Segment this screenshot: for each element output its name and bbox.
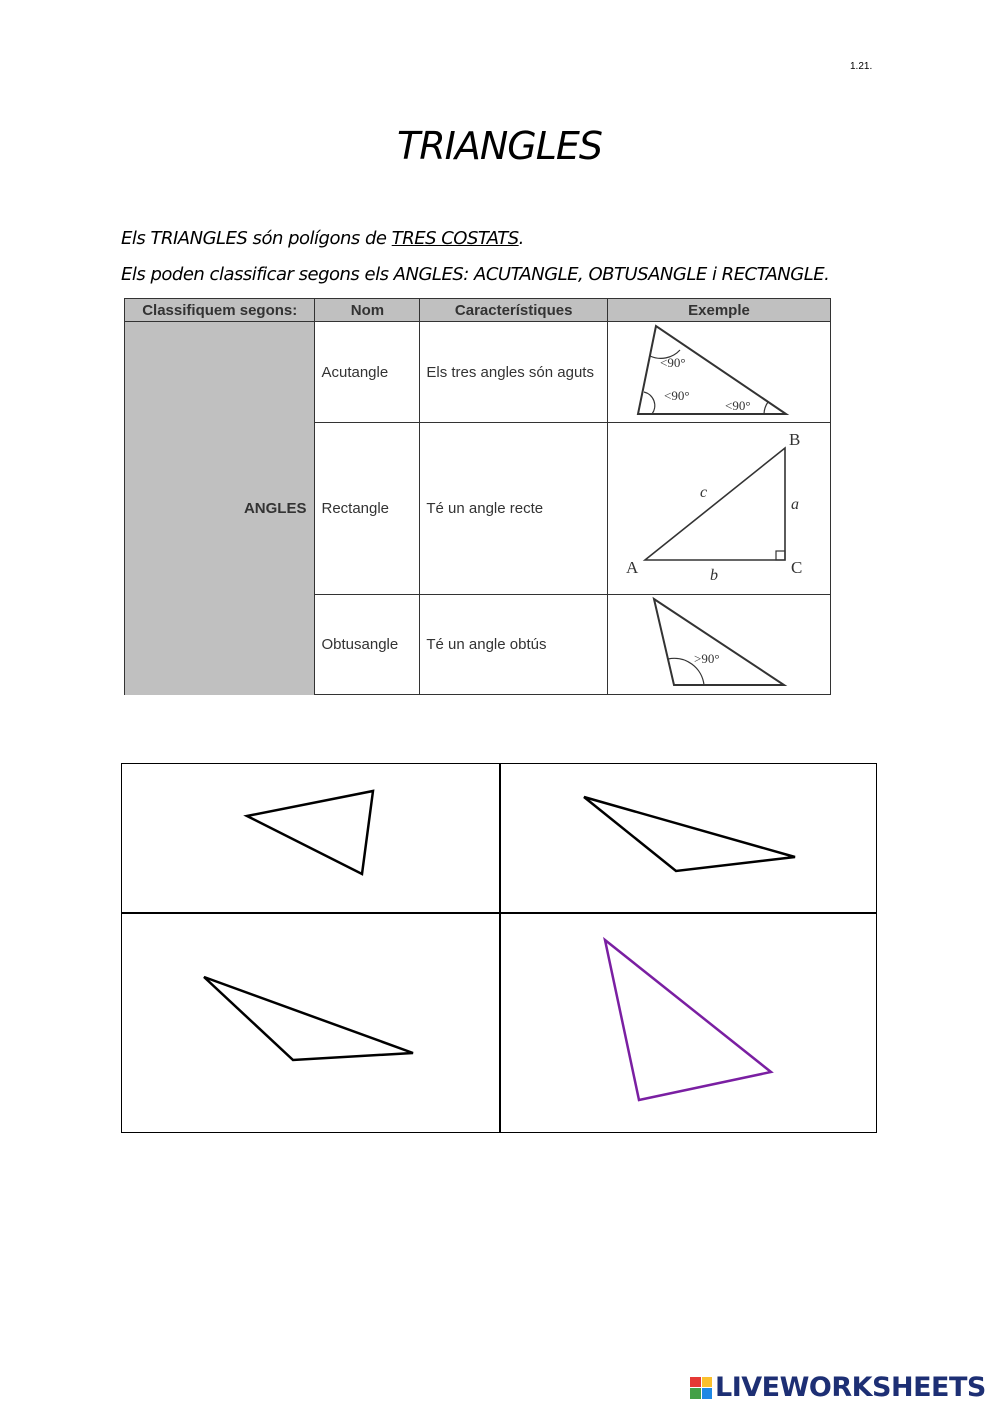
header-example: Exemple (607, 299, 830, 322)
header-name: Nom (315, 299, 420, 322)
angle-label-obtuse: >90° (693, 651, 720, 666)
side-c-label: c (699, 484, 708, 501)
triangle-shape (247, 791, 373, 874)
page-number: 1.21. (850, 61, 873, 72)
angle-label-right: <90° (724, 398, 751, 413)
group-label: ANGLES (125, 322, 315, 695)
liveworksheets-logo-icon (690, 1377, 712, 1399)
side-a-label: a (790, 496, 799, 513)
row-name: Acutangle (315, 322, 420, 423)
table-row (125, 322, 831, 423)
row-name: Rectangle (315, 423, 420, 595)
header-classify: Classifiquem segons: (125, 299, 315, 322)
vertex-a-label: A (625, 558, 639, 577)
row-description: Té un angle obtús (420, 595, 608, 695)
intro-text: Els TRIANGLES són polígons de (121, 228, 392, 249)
header-characteristics: Característiques (420, 299, 608, 322)
brand-footer (690, 1372, 986, 1403)
table-header-row (125, 299, 831, 322)
intro-underlined-text: TRES COSTATS (391, 228, 519, 249)
right-triangle-figure (608, 423, 829, 590)
angle-arc-left (644, 392, 655, 414)
right-example (607, 423, 830, 595)
acute-example (607, 322, 830, 423)
angle-label-top: <90° (659, 355, 686, 370)
row-name: Obtusangle (315, 595, 420, 695)
page-title: TRIANGLES (397, 124, 602, 168)
vertex-b-label: B (788, 430, 801, 449)
exercise-triangle-3 (122, 914, 498, 1132)
exercise-cell-1[interactable] (122, 764, 498, 912)
obtuse-triangle (654, 599, 784, 685)
obtuse-triangle-figure (608, 595, 829, 690)
intro-line-1 (121, 228, 524, 249)
vertex-c-label: C (790, 558, 803, 577)
triangle-shape (204, 977, 413, 1060)
angle-label-left: <90° (663, 388, 690, 403)
intro-line-2: Els poden classificar segons els ANGLES: ACUTANGLE, OBTUSANGLE i RECTANGLE. (121, 264, 830, 285)
side-b-label: b (709, 567, 718, 584)
acute-triangle (638, 326, 786, 414)
exercise-cell-4[interactable] (500, 914, 876, 1132)
exercise-triangle-4 (500, 914, 876, 1132)
exercise-cell-3[interactable] (122, 914, 498, 1132)
exercise-triangle-2 (500, 764, 876, 912)
obtuse-example (607, 595, 830, 695)
exercise-triangle-1 (122, 764, 498, 912)
right-angle-marker (776, 551, 785, 560)
brand-name: LIVEWORKSHEETS (715, 1372, 986, 1403)
acute-triangle-figure (608, 322, 829, 418)
exercise-cell-2[interactable] (500, 764, 876, 912)
right-triangle (645, 448, 785, 560)
row-description: Té un angle recte (420, 423, 608, 595)
classification-table (124, 298, 831, 695)
angle-arc-right (764, 402, 768, 414)
exercise-grid (121, 763, 877, 1133)
highlighted-triangle-shape (605, 940, 771, 1100)
intro-text-end: . (518, 228, 524, 249)
triangle-shape (584, 797, 795, 871)
row-description: Els tres angles són aguts (420, 322, 608, 423)
